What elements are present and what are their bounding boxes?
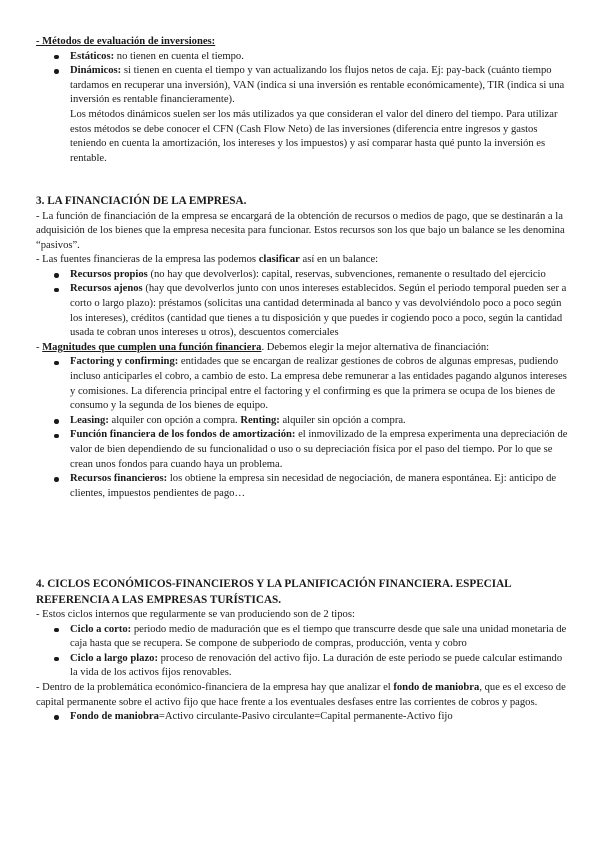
bullet-icon (54, 419, 59, 424)
paragraph: - Estos ciclos internos que regularmente se van produciendo son de 2 tipos: (36, 609, 355, 620)
list-item: Función financiera de los fondos de amortización: el inmovilizado de la empresa experimenta una depreciación de valor de bien dependiendo de su funcionalidad o uso o su depreciación física por el paso del tiempo. Por lo que se crean unos fondos para cuando haya un problema. (36, 428, 568, 472)
list-item: Estáticos: no tienen en cuenta el tiempo. (36, 50, 568, 65)
section-investment-methods (36, 35, 568, 166)
section-cycles (36, 577, 568, 725)
section-title: 4. CICLOS ECONÓMICOS-FINANCIEROS Y LA PLANIFICACIÓN FINANCIERA. ESPECIAL REFERENCIA A LAS EMPRESAS TURÍSTICAS. (36, 578, 512, 606)
list-item: Recursos financieros: los obtiene la empresa sin necesidad de negociación, de manera espontánea. Ej: anticipo de clientes, impuestos pendientes de pago… (36, 472, 568, 501)
magnitudes-list (36, 355, 568, 501)
list-item: Recursos ajenos (hay que devolverlos junto con unos intereses establecidos. Según el periodo temporal pueden ser a corto o largo plazo): préstamos (solicitas una cantidad determinada al banco y vas devolviéndolo poco a poco según los intereses), créditos (cantidad que tienes a tu disposición y que puedes ir cogiendo poco a poco, según la cantidad usada te cobran unos intereses u otros), descuentos comerciales (36, 282, 568, 340)
list-item: Recursos propios (no hay que devolverlos): capital, reservas, subvenciones, remanente o resultado del ejercicio (36, 268, 568, 283)
bullet-icon (54, 361, 59, 366)
list-item: Dinámicos: si tienen en cuenta el tiempo y van actualizando los flujos netos de caja. Ej: pay-back (cuánto tiempo tardamos en recuperar una inversión), VAN (indica si una inversión es rentable económicamente), TIR (indica si una inversión es rentable financieramente). (36, 64, 568, 108)
paragraph: - La función de financiación de la empresa se encargará de la obtención de recursos o medios de pago, que se destinarán a la adquisición de los bienes que la empresa necesita para funcionar. Estos recursos son los que bajo un balance se les denomina “pasivos”. (36, 210, 565, 251)
working-capital-list (36, 710, 568, 725)
paragraph: - Magnitudes que cumplen una función financiera. Debemos elegir la mejor alternativa de financiación: (36, 341, 490, 353)
section-title: 3. LA FINANCIACIÓN DE LA EMPRESA. (36, 195, 247, 207)
methods-note: Los métodos dinámicos suelen ser los más utilizados ya que consideran el valor del dinero del tiempo. Para utilizar estos métodos se debe conocer el CFN (Cash Flow Neto) de las inversiones (diferencia entre ingresos y gastos teniendo en cuenta la amortización, los intereses y los impuestos) y así comparar hasta qué punto la inversión es rentable. (70, 108, 558, 164)
bullet-icon (54, 477, 59, 482)
bullet-icon (54, 69, 59, 74)
list-item: Ciclo a corto: periodo medio de maduración que es el tiempo que transcurre desde que sale una unidad monetaria de caja hasta que se recupera. Se compone de subperiodo de compras, producción, venta y cobro (36, 623, 568, 652)
paragraph: - Dentro de la problemática económico-financiera de la empresa hay que analizar el fondo de maniobra, que es el exceso de capital permanente sobre el activo fijo que hace frente a los eventuales desfases entre las corrientes de cobros y pagos. (36, 681, 566, 708)
sources-list (36, 268, 568, 341)
cycles-list (36, 623, 568, 681)
list-item: Factoring y confirming: entidades que se encargan de realizar gestiones de cobros de algunas empresas, pudiendo incluso anticiparles el cobro, a cambio de esto. La empresa debe remunerar a las entidades pagando algunos intereses y comisiones. La diferencia principal entre el factoring y el confirming es que la primera se ocupa de los bienes de consumo y la segunda de los bienes de equipo. (36, 355, 568, 413)
bullet-icon (54, 715, 59, 720)
bullet-icon (54, 657, 59, 662)
methods-list (36, 50, 568, 108)
list-item: Leasing: alquiler con opción a compra. Renting: alquiler sin opción a compra. (36, 414, 568, 429)
paragraph: - Las fuentes financieras de la empresa las podemos clasificar así en un balance: (36, 254, 379, 266)
methods-heading: - Métodos de evaluación de inversiones: (36, 36, 216, 47)
bullet-icon (54, 434, 59, 439)
bullet-icon (54, 288, 59, 293)
bullet-icon (54, 55, 59, 60)
section-financing (36, 194, 568, 501)
list-item: Fondo de maniobra=Activo circulante-Pasivo circulante=Capital permanente-Activo fijo (36, 710, 568, 725)
list-item: Ciclo a largo plazo: proceso de renovación del activo fijo. La duración de este periodo se puede calcular estimando la vida de los activos fijos renovables. (36, 652, 568, 681)
bullet-icon (54, 273, 59, 278)
bullet-icon (54, 628, 59, 633)
